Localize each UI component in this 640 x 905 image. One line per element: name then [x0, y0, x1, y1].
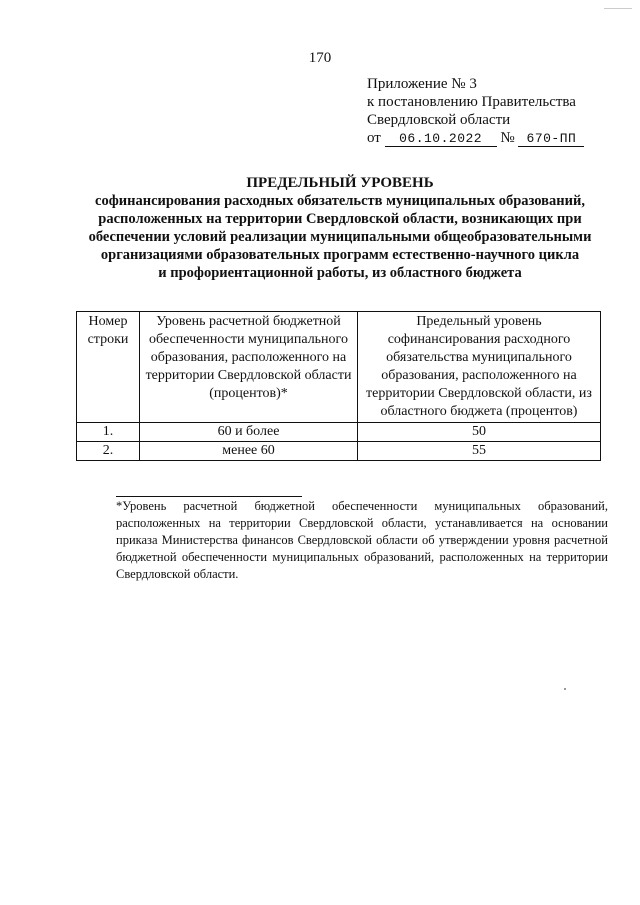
cofinancing-table — [76, 311, 601, 461]
title-main: ПРЕДЕЛЬНЫЙ УРОВЕНЬ — [246, 175, 434, 191]
page-number: 170 — [308, 50, 332, 66]
scan-dot — [564, 688, 566, 690]
footnote — [116, 498, 608, 583]
date-prefix: от — [367, 130, 381, 146]
appendix-line-2: к постановлению Правительства — [367, 94, 576, 110]
number-prefix: № — [500, 130, 515, 146]
row-cofinancing-limit: 50 — [358, 423, 601, 442]
table-row — [77, 423, 601, 442]
decree-date: 06.10.2022 — [385, 132, 497, 147]
row-cofinancing-limit: 55 — [358, 442, 601, 461]
table-header-row — [77, 312, 601, 423]
appendix-line-1: Приложение № 3 — [367, 76, 477, 92]
row-number: 1. — [77, 423, 140, 442]
scan-corner-mark — [604, 8, 632, 9]
table-row — [77, 442, 601, 461]
appendix-line-3: Свердловской области — [367, 112, 511, 128]
row-number: 2. — [77, 442, 140, 461]
title-sub-line: софинансирования расходных обязательств муниципальных образований, — [95, 193, 585, 209]
decree-number: 670-ПП — [518, 132, 584, 147]
title-sub-line: организациями образовательных программ естественно-научного цикла — [100, 247, 580, 263]
title-sub-line: расположенных на территории Свердловской области, возникающих при — [98, 211, 582, 227]
row-budget-level: менее 60 — [140, 442, 358, 461]
title-sub-line: обеспечении условий реализации муниципальными общеобразовательными — [88, 229, 592, 245]
row-budget-level: 60 и более — [140, 423, 358, 442]
appendix-date-line — [367, 129, 627, 147]
header-row-number: Номер строки — [77, 312, 140, 423]
appendix-block — [367, 75, 627, 147]
header-budget-level: Уровень расчетной бюджетной обеспеченности муниципального образования, расположенного на территории Свердловской области (процентов)* — [140, 312, 358, 423]
footnote-separator — [116, 496, 302, 497]
document-title — [70, 174, 610, 282]
footnote-text: *Уровень расчетной бюджетной обеспеченности муниципальных образований, расположенных на территории Свердловской области, устанавливается на основании приказа Министерства финансов Свердловской области об утверждении уровня расчетной бюджетной обеспеченности муниципальных образований, расположенных на территории Свердловской области. — [116, 499, 608, 581]
header-cofinancing-limit: Предельный уровень софинансирования расходного обязательства муниципального образования, расположенного на территории Свердловской области, из областного бюджета (процентов) — [358, 312, 601, 423]
title-sub-line: и профориентационной работы, из областного бюджета — [158, 265, 522, 281]
